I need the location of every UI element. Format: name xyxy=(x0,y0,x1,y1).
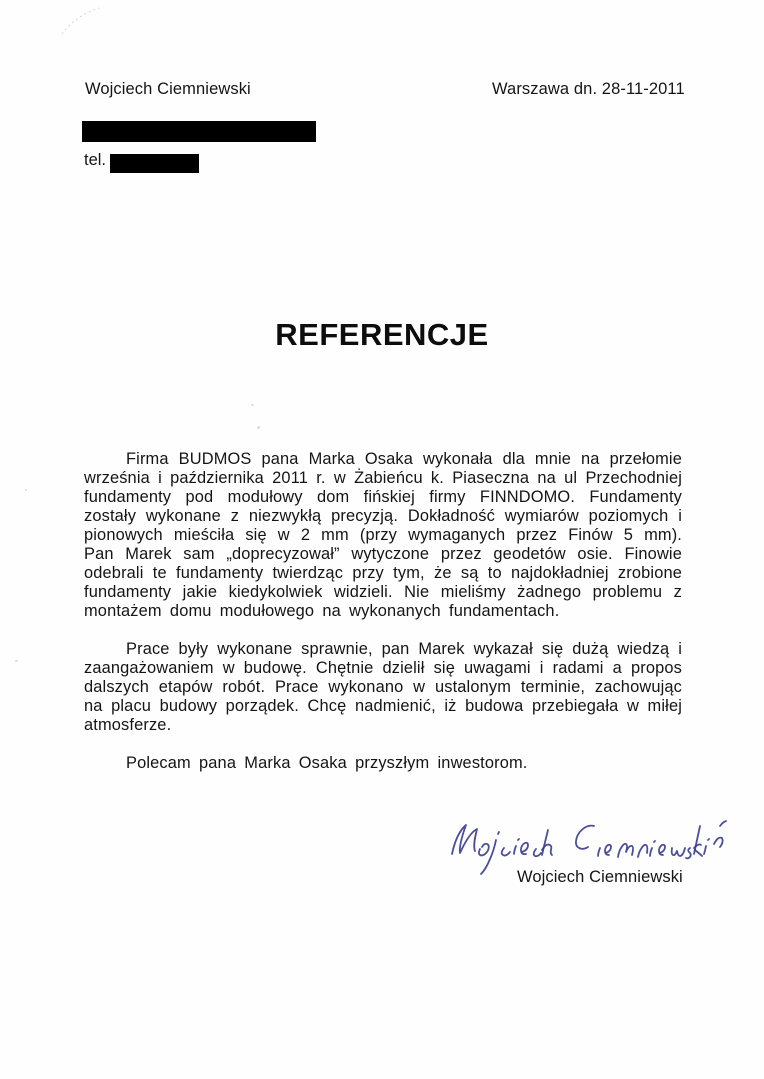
author-name: Wojciech Ciemniewski xyxy=(85,80,251,98)
paragraph-1: Firma BUDMOS pana Marka Osaka wykonała dla mnie na przełomie września i października 2011 r. w Żabieńcu k. Piaseczna na ul Przechodniej fundamenty pod modułowy dom fińskiej firmy FINNDOMO. Fundamenty zostały wykonane z niezwykłą precyzją. Dokładność wymiarów poziomych i pionowych mieściła się w 2 mm (przy wymaganych przez Finów 5 mm). Pan Marek sam „doprecyzował” wytyczone przez geodetów osie. Finowie odebrali te fundamenty twierdząc przy tym, że są to najdokładniej zrobione fundamenty jakie kiedykolwiek widzieli. Nie mieliśmy żadnego problemu z montażem domu modułowego na wykonanych fundamentach. xyxy=(84,450,682,620)
place-and-date: Warszawa dn. 28-11-2011 xyxy=(492,80,685,98)
scan-speck xyxy=(251,404,254,406)
paragraph-2: Prace były wykonane sprawnie, pan Marek wykazał się dużą wiedzą i zaangażowaniem w budowę. Chętnie dzielił się uwagami i radami a propos dalszych etapów robót. Prace wykonano w ustalonym terminie, zachowując na placu budowy porządek. Chcę nadmienić, iż budowa przebiegała w miłej atmosferze. xyxy=(84,640,682,734)
letter-body xyxy=(84,450,682,792)
signature-printed-name: Wojciech Ciemniewski xyxy=(517,868,683,886)
redacted-address-bar xyxy=(82,121,316,142)
paragraph-3: Polecam pana Marka Osaka przyszłym inwestorom. xyxy=(126,754,528,772)
redacted-phone-bar xyxy=(110,154,199,173)
phone-label: tel. xyxy=(84,151,107,169)
document-title: REFERENCJE xyxy=(275,317,489,352)
scan-speck xyxy=(257,426,260,429)
scan-speck xyxy=(15,660,18,662)
scan-artifact-curve xyxy=(55,2,105,42)
scan-speck xyxy=(25,489,27,491)
